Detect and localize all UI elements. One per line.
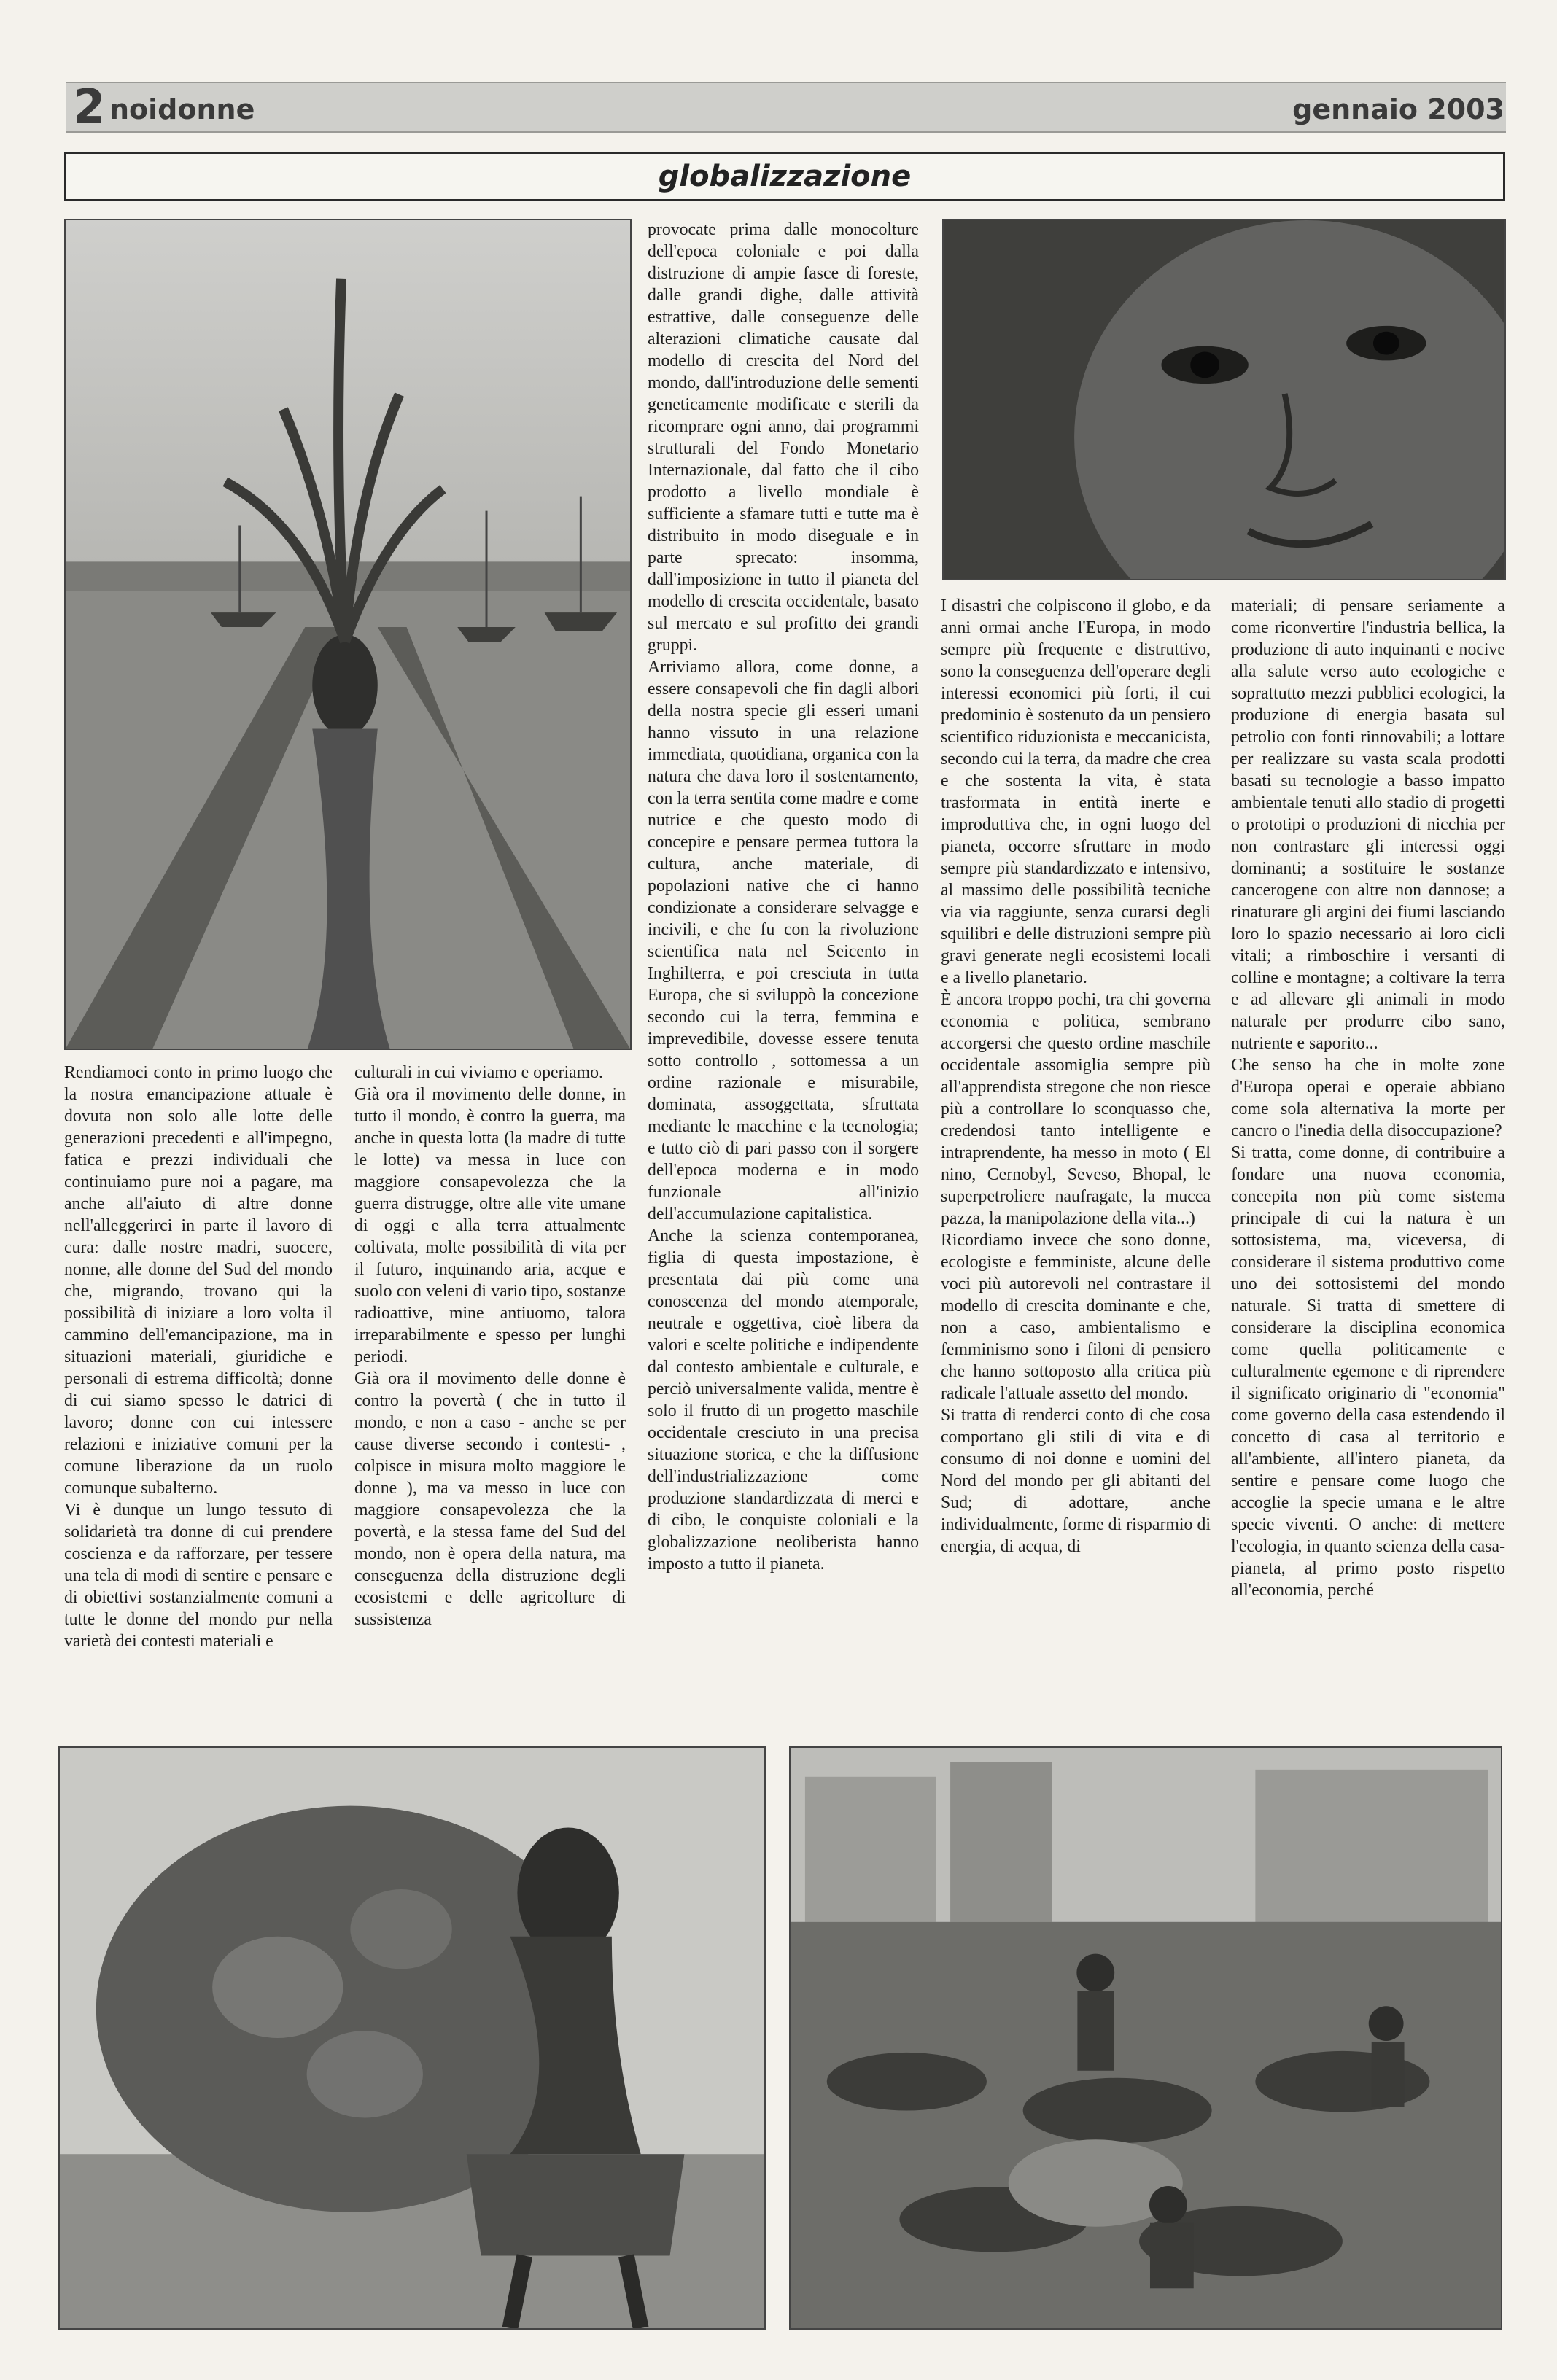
- section-title: globalizzazione: [658, 160, 912, 193]
- paragraph: culturali in cui viviamo e operiamo.: [354, 1063, 603, 1082]
- article-column-3: [648, 219, 919, 1575]
- tannery-photo: [789, 1746, 1502, 2330]
- paragraph: Si tratta, come donne, di contribuire a fondare una nuova economia, concepita non più come sistema principale di cui la natura è un sottosistema, ma, viceversa, di considerare il sistema produttivo come uno dei sottosistemi del mondo naturale. Si tratta di smettere di considerare la disciplina economica come quella politicamente e culturalmente egemone e di riprendere il significato originario di "economia" come governo della casa estendendo il concetto di casa al territorio e all'ambiente, all'intero pianeta, da sentire e pensare come luogo che accoglie la specie umana e le altre specie viventi. O anche: di mettere l'ecologia, in quanto scienza della casa-pianeta, al primo posto rispetto all'economia, perché: [1231, 1143, 1505, 1600]
- paragraph: materiali; di pensare seriamente a come riconvertire l'industria bellica, la produzione di auto inquinanti e nocive alla salute verso auto ecologiche e soprattutto mezzi pubblici ecologici, la produzione di energia basata sul petrolio con fonti rinnovabili; a lottare per realizzare su vasta scala prodotti basati su tecnologie a basso impatto ambientale tenuti allo stadio di progetti o prototipi o produzioni di nicchia per non contrastare gli interessi oggi dominanti; a sostituire le sostanze cancerogene con altre non dannose; a rinaturare gli argini dei fiumi lasciando loro lo spazio necessario ai loro cicli vitali; a rimboschire i versanti di colline e montagne; a coltivare la terra e ad allevare gli animali in modo naturale per produrre cibo sano, nutriente e saporito...: [1231, 596, 1505, 1053]
- issue-date: gennaio 2003: [1292, 93, 1504, 125]
- child-face-closeup-icon: [944, 220, 1504, 579]
- article-column-1: [64, 1062, 333, 1652]
- paragraph: Arriviamo allora, come donne, a essere consapevoli che fin dagli albori della nostra specie gli esseri umani hanno vissuto in una relazione immediata, quotidiana, organica con la natura che dava loro il sostentamento, con la terra sentita come madre e come nutrice e che questo modo di concepire e pensare permea tuttora la cultura, anche materiale, di popolazioni native che ci hanno condizionate a considerare selvagge e incivili, e che fu con la rivoluzione scientifica nata nel Seicento in Inghilterra, e poi cresciuta in tutta Europa, che si sviluppò la concezione secondo cui la terra, femmina e imprevedibile, dovesse essere tenuta sotto controllo , sottomessa a un ordine razionale e misurabile, dominata, assoggettata, sfruttata mediante le macchine e la tecnologia; e tutto ciò di pari passo con il sorgere dell'epoca moderna e in modo funzionale all'inizio dell'accumulazione capitalistica.: [648, 658, 919, 1224]
- page-number: 2: [73, 80, 106, 134]
- paragraph: Vi è dunque un lungo tessuto di solidarietà tra donne di cui prendere coscienza e da rafforzare, per tessere una tela di modi di sentire e pensare e di obiettivi sostanzialmente comuni a tutte le donne del mondo pur nella varietà dei contesti materiali e: [64, 1501, 333, 1651]
- paragraph: Che senso ha che in molte zone d'Europa operai e operaie abbiano come sola alternativa la morte per cancro o l'inedia della disoccupazione?: [1231, 1056, 1505, 1140]
- woman-carrying-sack-icon: [60, 1748, 764, 2328]
- fisherman-carrying-octopus-icon: [66, 220, 630, 1049]
- masthead: noidonne: [109, 93, 255, 125]
- paragraph: Rendiamoci conto in primo luogo che la nostra emancipazione attuale è dovuta non solo alle lotte delle generazioni precedenti e all'impegno, fatica e prezzi individuali che continuiamo pure noi a pagare, ma anche all'aiuto di altre donne nell'alleggerirci in parte il lavoro di cura: dalle nostre madri, suocere, nonne, alle donne del Sud del mondo che, migrando, trovano qui la possibilità di iniziare a loro volta il cammino dell'emancipazione, ma in situazioni materiali, giuridiche e personali di estrema difficoltà; donne di cui siamo spesso le datrici di lavoro; donne con cui intessere relazioni e iniziative comuni per la comune liberazione da un ruolo comunque subalterno.: [64, 1063, 333, 1498]
- woman-sack-photo: [58, 1746, 766, 2330]
- paragraph: provocate prima dalle monocolture dell'epoca coloniale e poi dalla distruzione di ampie fasce di foreste, dalle grandi dighe, dalle attività estrattive, dalle conseguenze delle alterazioni climatiche causate dal modello di crescita del Nord del mondo, dall'introduzione delle sementi geneticamente modificate e sterili da ricomprare ogni anno, dai programmi strutturali del Fondo Monetario Internazionale, dal fatto che il cibo prodotto a livello mondiale è sufficiente a sfamare tutti e tutte ma è distribuito in modo diseguale e in parte sprecato: insomma, dall'imposizione in tutto il pianeta del modello di crescita occidentale, basato sul mercato e sul profitto dei grandi gruppi.: [648, 220, 919, 655]
- header-bar: [66, 82, 1506, 133]
- paragraph: Già ora il movimento delle donne, in tutto il mondo, è contro la guerra, ma anche in questa lotta (la madre di tutte le lotte) va messa in luce con maggiore consapevolezza che la guerra distrugge, oltre alle vite umane di oggi e alla terra attualmente coltivata, molte possibilità di vita per il futuro, inquinando aria, acque e suolo con veleni di vario tipo, sostanze radioattive, mine antiuomo, talora irreparabilmente e spesso per lunghi periodi.: [354, 1085, 626, 1366]
- fisherman-photo: [64, 219, 632, 1050]
- paragraph: Anche la scienza contemporanea, figlia di questa impostazione, è presentata dai più come una conoscenza del mondo atemporale, neutrale e oggettiva, cioè libera da valori e scelte politiche e indipendente dal contesto ambientale e culturale, e perciò universalmente valida, mentre è solo il frutto di un progetto maschile occidentale cresciuto in una precisa situazione storica, e che la diffusione dell'industrializzazione come produzione standardizzata di merci e di cibo, le conquiste coloniali e la globalizzazione neoliberista hanno imposto a tutto il pianeta.: [648, 1226, 919, 1574]
- article-column-4: [941, 595, 1211, 1558]
- paragraph: Si tratta di renderci conto di che cosa comportano gli stili di vita e di consumo di noi donne e uomini del Nord del mondo per gli abitanti del Sud; di adottare, anche individualmente, forme di risparmio di energia, di acqua, di: [941, 1406, 1211, 1556]
- tannery-workers-icon: [791, 1748, 1501, 2328]
- section-title-box: [64, 152, 1505, 201]
- child-face-photo: [942, 219, 1506, 580]
- article-column-5: [1231, 595, 1505, 1601]
- paragraph: Ricordiamo invece che sono donne, ecologiste e femministe, alcune delle voci più autorevoli nel contrastare il modello di crescita dominante e che, non a caso, ambientalismo e femminismo sono i filoni di pensiero che hanno sottoposto alla critica più radicale l'attuale assetto del mondo.: [941, 1231, 1211, 1403]
- article-column-2: [354, 1062, 626, 1630]
- paragraph: Già ora il movimento delle donne è contro la povertà ( che in tutto il mondo, e non a caso - anche se per cause diverse secondo i contesti- , colpisce in misura molto maggiore le donne ), ma va messo in luce con maggiore consapevolezza che la povertà, e la stessa fame del Sud del mondo, non è opera della natura, ma conseguenza della distruzione degli ecosistemi e delle agricolture di sussistenza: [354, 1369, 626, 1629]
- paragraph: I disastri che colpiscono il globo, e da anni ormai anche l'Europa, in modo sempre più frequente e distruttivo, sono la conseguenza dell'operare degli interessi economici più forti, il cui predominio è sostenuto da un pensiero scientifico riduzionista e meccanicista, secondo cui la terra, da madre che crea e che sostenta la vita, è stata trasformata in entità inerte e improduttiva che, in ogni luogo del pianeta, occorre sfruttare in modo sempre più standardizzato e intensivo, al massimo delle possibilità tecniche via via raggiunte, senza curarsi degli squilibri e delle distruzioni sempre più gravi generate negli ecosistemi locali e a livello planetario.: [941, 596, 1211, 987]
- paragraph: È ancora troppo pochi, tra chi governa economia e politica, sembrano accorgersi che questo ordine maschile occidentale assomiglia sempre più all'apprendista stregone che non riesce più a controllare lo sconquasso che, credendosi tanto intelligente e intraprendente, ha messo in moto ( El nino, Cernobyl, Seveso, Bhopal, le superpetroliere naufragate, la mucca pazza, la manipolazione della vita...): [941, 990, 1211, 1228]
